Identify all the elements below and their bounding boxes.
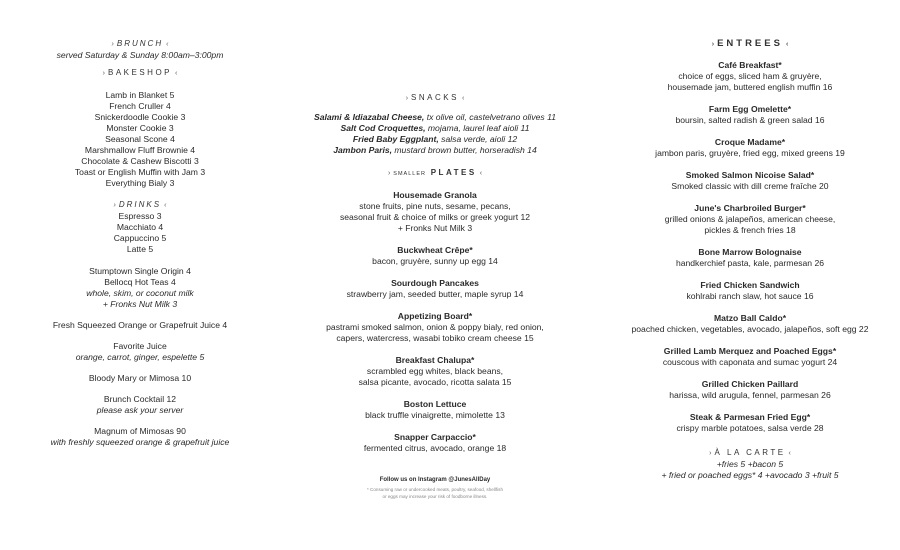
item-name: Grilled Lamb Merquez and Poached Eggs* (663, 346, 837, 356)
list-item: Snickerdoodle Cookie 3 (94, 112, 186, 122)
list-item: Espresso 3 (118, 211, 162, 221)
menu-item (600, 60, 900, 93)
list-item: Cappuccino 5 (113, 233, 167, 243)
chevron-right-icon: › (102, 70, 105, 77)
item-name: Steak & Parmesan Fried Egg* (689, 412, 811, 422)
item-description: seasonal fruit & choice of milks or greek yogurt 12 (339, 212, 531, 222)
drinks-heading: › DRINKS ‹ (113, 200, 167, 209)
menu-item (310, 190, 560, 234)
disclaimer: or eggs may increase your risk of foodborne illness. (382, 494, 488, 499)
item-description: salsa picante, avocado, ricotta salata 15 (358, 377, 512, 387)
item-name: Appetizing Board* (397, 311, 473, 321)
snacks-heading: › SNACKS ‹ (405, 93, 465, 102)
bakeshop-heading: › BAKESHOP ‹ (102, 68, 178, 77)
list-item: Fresh Squeezed Orange or Grapefruit Juice 4 (52, 320, 228, 330)
list-item: Bloody Mary or Mimosa 10 (88, 373, 192, 383)
item-description: black truffle vinaigrette, mimolette 13 (365, 410, 505, 420)
menu-item (310, 311, 560, 344)
item-description: pastrami smoked salmon, onion & poppy bialy, red onion, (326, 322, 544, 332)
menu-item (600, 412, 900, 434)
list-item: Bellocq Hot Teas 4 (104, 277, 176, 287)
item-name: Breakfast Chalupa* (395, 355, 475, 365)
item-description: scrambled egg whites, black beans, (366, 366, 504, 376)
menu-item (600, 280, 900, 302)
brunch-hours: served Saturday & Sunday 8:00am–3:00pm (56, 50, 224, 60)
item-description: with freshly squeezed orange & grapefruit juice (50, 437, 230, 447)
chevron-right-icon: › (711, 41, 715, 48)
item-description: harissa, wild arugula, fennel, parmesan 26 (669, 390, 831, 400)
entrees-heading: › ENTREES ‹ (711, 38, 789, 49)
tea-list (20, 266, 260, 310)
list-item: Monster Cookie 3 (106, 123, 174, 133)
brunch-heading: › BRUNCH ‹ (111, 39, 169, 48)
brunch-column (20, 0, 260, 448)
menu-item (600, 313, 900, 335)
smaller-plates-heading: › SMALLER PLATES ‹ (387, 168, 483, 177)
entrees-column (600, 0, 900, 481)
item-name: Sourdough Pancakes (391, 278, 479, 288)
menu-item (600, 170, 900, 192)
list-item: Marshmallow Fluff Brownie 4 (84, 145, 196, 155)
list-item: Lamb in Blanket 5 (105, 90, 175, 100)
a-la-carte-heading: › À LA CARTE ‹ (709, 448, 791, 457)
chevron-right-icon: › (113, 202, 116, 209)
list-item: Latte 5 (126, 244, 154, 254)
menu-item (600, 137, 900, 159)
item-name: Fried Chicken Sandwich (700, 280, 800, 290)
chevron-left-icon: ‹ (164, 202, 167, 209)
bakeshop-list (20, 90, 260, 189)
item-description: housemade jam, buttered english muffin 16 (667, 82, 833, 92)
item-name: Café Breakfast* (718, 60, 782, 70)
chevron-left-icon: ‹ (175, 70, 178, 77)
item-name: June's Charbroiled Burger* (694, 203, 806, 213)
item-description: choice of eggs, sliced ham & gruyère, (678, 71, 822, 81)
item-description: kohlrabi ranch slaw, hot sauce 16 (686, 291, 814, 301)
item-name: Buckwheat Crêpe* (397, 245, 473, 255)
list-item: Toast or English Muffin with Jam 3 (74, 167, 206, 177)
item-description: capers, watercress, wasabi tobiko cream cheese 15 (336, 333, 534, 343)
item-description: handkerchief pasta, kale, parmesan 26 (675, 258, 825, 268)
item-description: fermented citrus, avocado, orange 18 (363, 443, 507, 453)
snacks-list (310, 112, 560, 156)
chevron-left-icon: ‹ (461, 95, 465, 102)
list-item: Macchiato 4 (116, 222, 164, 232)
item-name: Housemade Granola (393, 190, 477, 200)
menu-item (310, 432, 560, 454)
milk-note: whole, skim, or coconut milk (86, 288, 194, 298)
menu-item (600, 379, 900, 401)
menu-item (600, 203, 900, 236)
disclaimer: * Consuming raw or undercooked meats, poultry, seafood, shellfish (366, 487, 503, 492)
item-description: strawberry jam, seeded butter, maple syrup 14 (346, 289, 524, 299)
list-item: Brunch Cocktail 12 (103, 394, 177, 404)
item-description: crispy marble potatoes, salsa verde 28 (676, 423, 824, 433)
menu-item (310, 245, 560, 267)
item-description: orange, carrot, ginger, espelette 5 (75, 352, 205, 362)
item-description: boursin, salted radish & green salad 16 (675, 115, 825, 125)
list-item: Stumptown Single Origin 4 (89, 266, 191, 276)
chevron-left-icon: ‹ (788, 450, 791, 457)
menu-item (310, 278, 560, 300)
list-item: Seasonal Scone 4 (105, 134, 175, 144)
item-name: Farm Egg Omelette* (708, 104, 792, 114)
item-name: Matzo Ball Caldo* (713, 313, 787, 323)
a-la-carte-items: +fries 5 +bacon 5 (716, 459, 784, 469)
list-item: Favorite Juice (113, 341, 167, 351)
instagram-link[interactable]: Follow us on Instagram @JunesAllDay (379, 477, 491, 483)
item-description: + Fronks Nut Milk 3 (397, 223, 473, 233)
item-description: pickles & french fries 18 (704, 225, 796, 235)
menu-item (600, 346, 900, 368)
nut-milk-note: + Fronks Nut Milk 3 (102, 299, 178, 309)
item-description: grilled onions & jalapeños, american cheese, (664, 214, 836, 224)
a-la-carte-items: + fried or poached eggs* 4 +avocado 3 +fruit 5 (661, 470, 839, 480)
item-description: Smoked classic with dill creme fraîche 20 (671, 181, 829, 191)
snacks-plates-column (310, 0, 560, 500)
item-name: Smoked Salmon Nicoise Salad* (685, 170, 815, 180)
chevron-left-icon: ‹ (479, 170, 483, 177)
item-name: Bone Marrow Bolognaise (698, 247, 802, 257)
list-item: Everything Bialy 3 (105, 178, 175, 188)
chevron-left-icon: ‹ (785, 41, 789, 48)
list-item: Salt Cod Croquettes, mojama, laurel leaf aioli 11 (340, 123, 530, 133)
item-description: poached chicken, vegetables, avocado, jalapeños, soft egg 22 (631, 324, 869, 334)
chevron-right-icon: › (405, 95, 409, 102)
list-item: Fried Baby Eggplant, salsa verde, aioli 12 (352, 134, 518, 144)
item-description: jambon paris, gruyère, fried egg, mixed greens 19 (655, 148, 845, 158)
item-description: bacon, gruyère, sunny up egg 14 (372, 256, 498, 266)
list-item: Jambon Paris, mustard brown butter, horseradish 14 (333, 145, 537, 155)
menu-item (600, 247, 900, 269)
item-description: couscous with caponata and sumac yogurt 24 (662, 357, 838, 367)
item-name: Snapper Carpaccio* (394, 432, 476, 442)
item-description: please ask your server (96, 405, 184, 415)
menu-item (310, 355, 560, 388)
item-name: Boston Lettuce (403, 399, 467, 409)
list-item: French Cruller 4 (109, 101, 171, 111)
chevron-right-icon: › (387, 170, 391, 177)
chevron-right-icon: › (111, 41, 114, 48)
menu-item (310, 399, 560, 421)
chevron-right-icon: › (709, 450, 712, 457)
item-name: Croque Madame* (714, 137, 786, 147)
list-item: Chocolate & Cashew Biscotti 3 (81, 156, 199, 166)
coffee-list (20, 211, 260, 255)
menu-item (600, 104, 900, 126)
list-item: Salami & Idiazabal Cheese, tx olive oil, castelvetrano olives 11 (313, 112, 557, 122)
chevron-left-icon: ‹ (166, 41, 169, 48)
item-name: Grilled Chicken Paillard (701, 379, 799, 389)
item-description: stone fruits, pine nuts, sesame, pecans, (359, 201, 511, 211)
list-item: Magnum of Mimosas 90 (94, 426, 186, 436)
